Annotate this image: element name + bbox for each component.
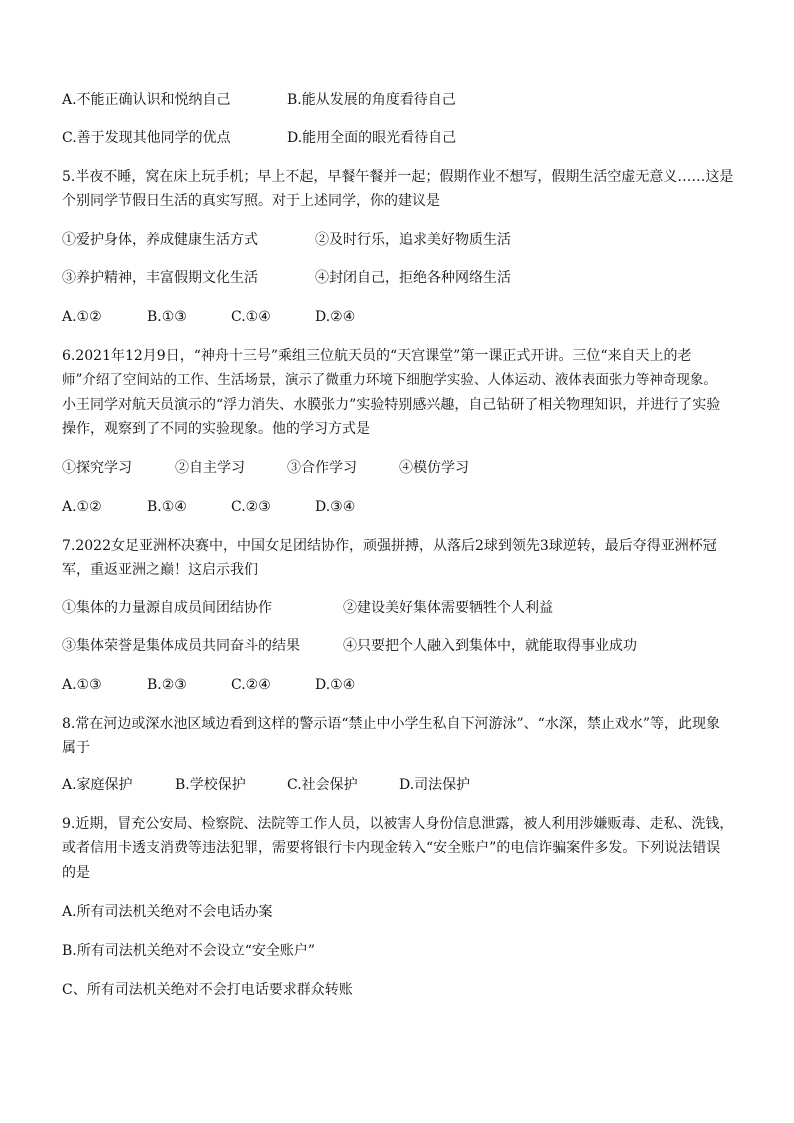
q8-choice-b: B.学校保护 (175, 777, 246, 793)
q7-choice-d: D.①④ (315, 677, 356, 693)
q6-stem-line-4: 操作，观察到了不同的实验现象。他的学习方式是 (62, 421, 370, 437)
q9-stem-line-3: 的是 (62, 865, 90, 881)
q9-stem-line-2: 或者信用卡透支消费等违法犯罪，需要将银行卡内现金转入“安全账户”的电信诈骗案件多发。下列说法错误 (62, 840, 721, 856)
q6-choice-a: A.①② (62, 499, 102, 515)
q5-item-4: ④封闭自己，拒绝各种网络生活 (315, 270, 511, 286)
q7-choice-a: A.①③ (62, 677, 102, 693)
q6-choice-b: B.①④ (147, 499, 187, 515)
q4-option-a: A.不能正确认识和悦纳自己 (62, 92, 231, 108)
q5-choice-b: B.①③ (147, 309, 187, 325)
q6-stem-line-1: 6.2021年12月9日，“神舟十三号”乘组三位航天员的“天宫课堂”第一课正式开讲。三位“来自天上的老 (62, 348, 692, 364)
q6-stem-line-2: 师”介绍了空间站的工作、生活场景，演示了微重力环境下细胞学实验、人体运动、液体表面张力等神奇现象。 (62, 372, 717, 388)
q6-item-4: ④模仿学习 (399, 460, 469, 476)
q7-item-1: ①集体的力量源自成员间团结协作 (62, 600, 272, 616)
q7-choice-c: C.②④ (231, 677, 271, 693)
q7-stem-line-1: 7.2022女足亚洲杯决赛中，中国女足团结协作，顽强拼搏，从落后2球到领先3球逆转，最后夺得亚洲杯冠 (62, 538, 717, 554)
q6-stem-line-3: 小王同学对航天员演示的“浮力消失、水膜张力”实验特别感兴趣，自己钻研了相关物理知识，并进行了实验 (62, 397, 721, 413)
q5-stem-line-1: 5.半夜不睡，窝在床上玩手机；早上不起，早餐午餐并一起；假期作业不想写，假期生活空虚无意义……这是 (62, 169, 734, 185)
q4-option-c: C.善于发现其他同学的优点 (62, 130, 231, 146)
q9-option-c: C、所有司法机关绝对不会打电话要求群众转账 (62, 982, 353, 998)
q8-stem-line-2: 属于 (62, 740, 90, 756)
q7-stem-line-2: 军，重返亚洲之巅！这启示我们 (62, 562, 258, 578)
q9-option-b: B.所有司法机关绝对不会设立“安全账户” (62, 943, 316, 959)
q5-stem-line-2: 个别同学节假日生活的真实写照。对于上述同学，你的建议是 (62, 193, 440, 209)
q8-choice-a: A.家庭保护 (62, 777, 133, 793)
q5-choice-d: D.②④ (315, 309, 356, 325)
q8-stem-line-1: 8.常在河边或深水池区域边看到这样的警示语“禁止中小学生私自下河游泳”、“水深，禁止戏水”等，此现象 (62, 716, 720, 732)
q6-item-1: ①探究学习 (62, 460, 132, 476)
q6-choice-c: C.②③ (231, 499, 271, 515)
q8-choice-d: D.司法保护 (399, 777, 471, 793)
q5-choice-c: C.①④ (231, 309, 271, 325)
q9-option-a: A.所有司法机关绝对不会电话办案 (62, 904, 273, 920)
q4-option-b: B.能从发展的角度看待自己 (287, 92, 456, 108)
q5-item-1: ①爱护身体，养成健康生活方式 (62, 232, 258, 248)
q6-item-2: ②自主学习 (175, 460, 245, 476)
q7-item-2: ②建设美好集体需要牺牲个人利益 (343, 600, 553, 616)
q7-item-4: ④只要把个人融入到集体中，就能取得事业成功 (343, 638, 637, 654)
q4-option-d: D.能用全面的眼光看待自己 (287, 130, 457, 146)
q7-choice-b: B.②③ (147, 677, 187, 693)
q8-choice-c: C.社会保护 (287, 777, 358, 793)
q5-item-2: ②及时行乐，追求美好物质生活 (315, 232, 511, 248)
q7-item-3: ③集体荣誉是集体成员共同奋斗的结果 (62, 638, 300, 654)
q6-choice-d: D.③④ (315, 499, 356, 515)
q6-item-3: ③合作学习 (287, 460, 357, 476)
q5-item-3: ③养护精神，丰富假期文化生活 (62, 270, 258, 286)
q9-stem-line-1: 9.近期，冒充公安局、检察院、法院等工作人员，以被害人身份信息泄露，被人利用涉嫌贩毒、走私、洗钱， (62, 816, 734, 832)
q5-choice-a: A.①② (62, 309, 102, 325)
